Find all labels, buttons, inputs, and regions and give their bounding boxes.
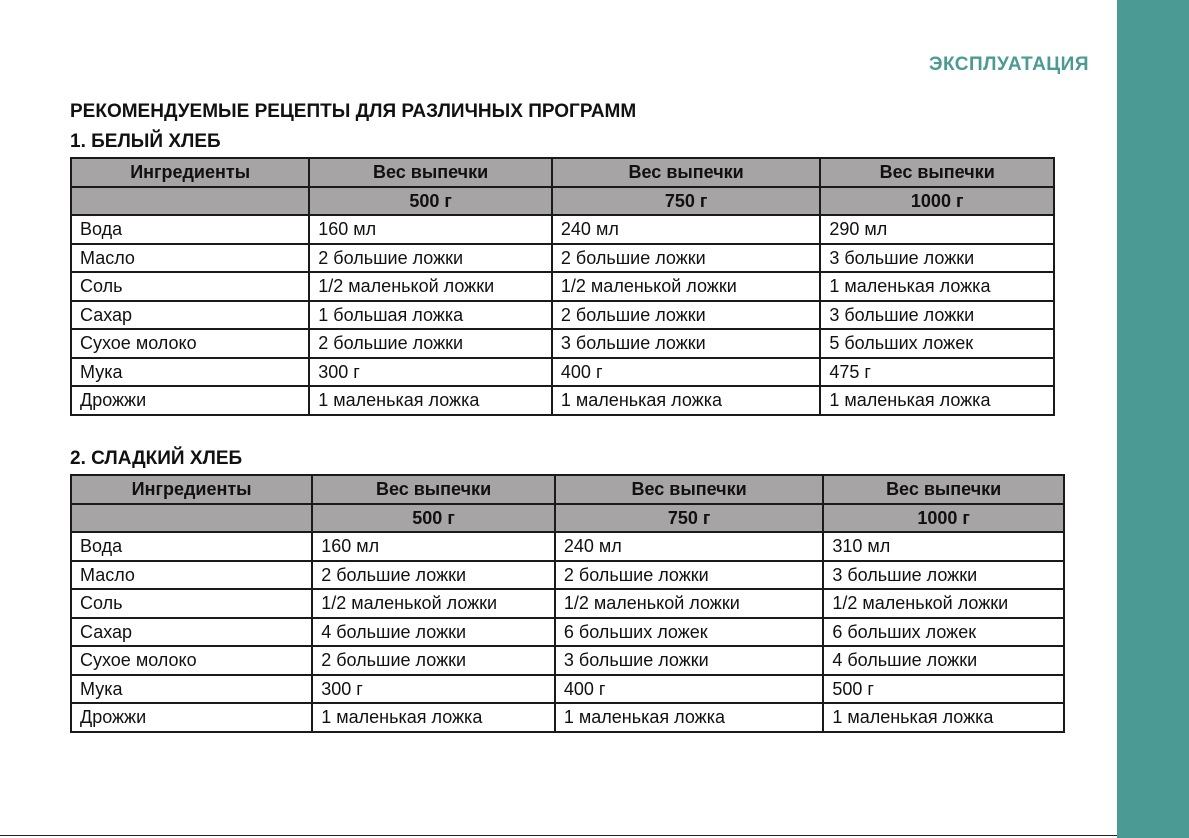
amount-cell: 2 большие ложки	[309, 244, 552, 273]
amount-cell: 400 г	[555, 675, 823, 704]
amount-cell: 1 большая ложка	[309, 301, 552, 330]
ingredient-cell: Мука	[71, 358, 309, 387]
amount-cell: 240 мл	[552, 215, 820, 244]
amount-cell: 1/2 маленькой ложки	[823, 589, 1064, 618]
section-header: ЭКСПЛУАТАЦИЯ	[928, 54, 1089, 75]
weight-header: 1000 г	[823, 504, 1064, 533]
amount-cell: 6 больших ложек	[555, 618, 823, 647]
amount-cell: 1 маленькая ложка	[552, 386, 820, 415]
amount-cell: 1 маленькая ложка	[820, 386, 1054, 415]
ingredient-cell: Сухое молоко	[71, 329, 309, 358]
table-row	[71, 703, 1064, 732]
amount-cell: 2 большие ложки	[552, 244, 820, 273]
recipe-title-sweet-bread: 2. СЛАДКИЙ ХЛЕБ	[70, 448, 243, 469]
amount-cell: 5 больших ложек	[820, 329, 1054, 358]
weight-header: 500 г	[309, 187, 552, 216]
table-weight-row	[71, 187, 1054, 216]
amount-cell: 1/2 маленькой ложки	[309, 272, 552, 301]
table-row	[71, 358, 1054, 387]
weight-header: 1000 г	[820, 187, 1054, 216]
ingredient-cell: Дрожжи	[71, 386, 309, 415]
ingredient-cell: Сахар	[71, 301, 309, 330]
amount-cell: 1/2 маленькой ложки	[552, 272, 820, 301]
table-row	[71, 301, 1054, 330]
amount-cell: 2 большие ложки	[312, 561, 555, 590]
bottom-divider	[0, 835, 1117, 836]
amount-cell: 4 большие ложки	[823, 646, 1064, 675]
table-row	[71, 244, 1054, 273]
weight-header	[71, 504, 312, 533]
table-row	[71, 561, 1064, 590]
amount-cell: 1/2 маленькой ложки	[312, 589, 555, 618]
ingredient-cell: Соль	[71, 272, 309, 301]
column-header: Вес выпечки	[309, 158, 552, 187]
table-row	[71, 215, 1054, 244]
recipe-title-white-bread: 1. БЕЛЫЙ ХЛЕБ	[70, 131, 221, 152]
amount-cell: 2 большие ложки	[312, 646, 555, 675]
table-row	[71, 532, 1064, 561]
amount-cell: 1 маленькая ложка	[823, 703, 1064, 732]
ingredient-cell: Сухое молоко	[71, 646, 312, 675]
amount-cell: 1 маленькая ложка	[312, 703, 555, 732]
amount-cell: 1 маленькая ложка	[820, 272, 1054, 301]
amount-cell: 3 большие ложки	[823, 561, 1064, 590]
amount-cell: 500 г	[823, 675, 1064, 704]
ingredient-cell: Соль	[71, 589, 312, 618]
amount-cell: 290 мл	[820, 215, 1054, 244]
recipe-table-sweet-bread	[70, 474, 1065, 733]
amount-cell: 475 г	[820, 358, 1054, 387]
table-row	[71, 386, 1054, 415]
column-header: Ингредиенты	[71, 158, 309, 187]
weight-header: 750 г	[552, 187, 820, 216]
page-title: РЕКОМЕНДУЕМЫЕ РЕЦЕПТЫ ДЛЯ РАЗЛИЧНЫХ ПРОГРАММ	[70, 101, 637, 122]
column-header: Вес выпечки	[555, 475, 823, 504]
amount-cell: 6 больших ложек	[823, 618, 1064, 647]
amount-cell: 310 мл	[823, 532, 1064, 561]
amount-cell: 1/2 маленькой ложки	[555, 589, 823, 618]
table-row	[71, 329, 1054, 358]
amount-cell: 300 г	[312, 675, 555, 704]
table-header-row	[71, 475, 1064, 504]
ingredient-cell: Масло	[71, 561, 312, 590]
amount-cell: 1 маленькая ложка	[309, 386, 552, 415]
table-row	[71, 589, 1064, 618]
column-header: Вес выпечки	[823, 475, 1064, 504]
table-weight-row	[71, 504, 1064, 533]
amount-cell: 2 большие ложки	[555, 561, 823, 590]
amount-cell: 300 г	[309, 358, 552, 387]
amount-cell: 240 мл	[555, 532, 823, 561]
table-header-row	[71, 158, 1054, 187]
weight-header: 500 г	[312, 504, 555, 533]
amount-cell: 4 большие ложки	[312, 618, 555, 647]
ingredient-cell: Дрожжи	[71, 703, 312, 732]
weight-header	[71, 187, 309, 216]
amount-cell: 160 мл	[312, 532, 555, 561]
column-header: Вес выпечки	[552, 158, 820, 187]
amount-cell: 160 мл	[309, 215, 552, 244]
amount-cell: 400 г	[552, 358, 820, 387]
amount-cell: 3 большие ложки	[552, 329, 820, 358]
column-header: Вес выпечки	[820, 158, 1054, 187]
column-header: Ингредиенты	[71, 475, 312, 504]
table-row	[71, 646, 1064, 675]
ingredient-cell: Вода	[71, 532, 312, 561]
amount-cell: 2 большие ложки	[309, 329, 552, 358]
ingredient-cell: Вода	[71, 215, 309, 244]
ingredient-cell: Масло	[71, 244, 309, 273]
ingredient-cell: Сахар	[71, 618, 312, 647]
table-row	[71, 618, 1064, 647]
recipe-table-white-bread	[70, 157, 1055, 416]
weight-header: 750 г	[555, 504, 823, 533]
amount-cell: 1 маленькая ложка	[555, 703, 823, 732]
column-header: Вес выпечки	[312, 475, 555, 504]
amount-cell: 3 большие ложки	[820, 301, 1054, 330]
ingredient-cell: Мука	[71, 675, 312, 704]
amount-cell: 2 большие ложки	[552, 301, 820, 330]
table-row	[71, 272, 1054, 301]
amount-cell: 3 большие ложки	[555, 646, 823, 675]
table-row	[71, 675, 1064, 704]
amount-cell: 3 большие ложки	[820, 244, 1054, 273]
side-color-band	[1117, 0, 1189, 838]
